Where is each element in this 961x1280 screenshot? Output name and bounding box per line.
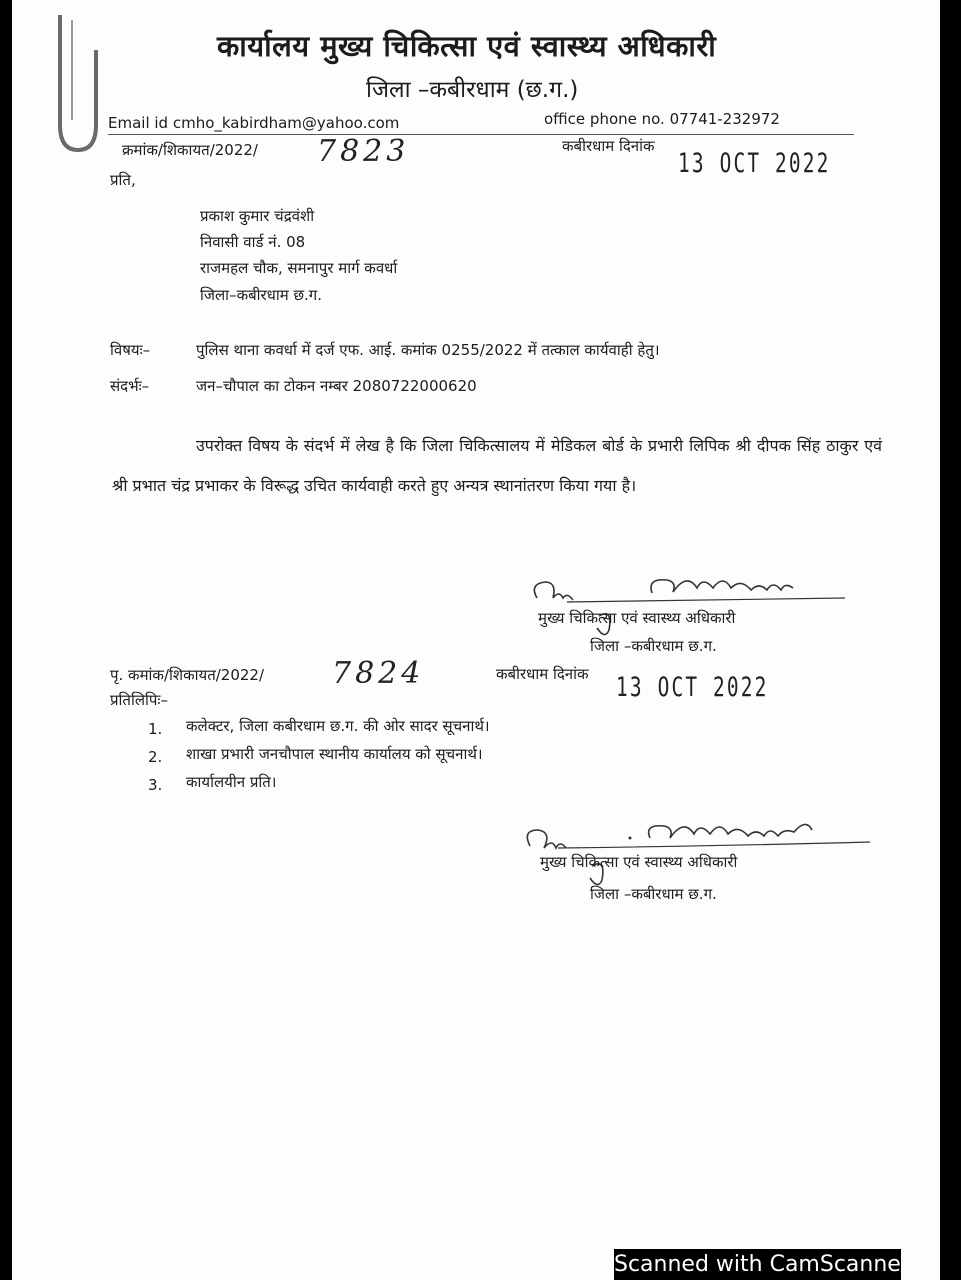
- date-stamp: 13 OCT 2022: [678, 148, 831, 179]
- office-title: कार्यालय मुख्य चिकित्सा एवं स्वास्थ्य अधिकारी: [217, 29, 717, 63]
- camscanner-watermark: Scanned with CamScanner: [614, 1249, 901, 1280]
- signature-2-designation: मुख्य चिकित्सा एवं स्वास्थ्य अधिकारी: [540, 853, 738, 871]
- body-paragraph: [112, 426, 882, 506]
- paper-clip-mark: [52, 10, 102, 160]
- subject-label: विषयः–: [110, 341, 151, 359]
- letter-page: [12, 0, 940, 1280]
- signature-1-designation: मुख्य चिकित्सा एवं स्वास्थ्य अधिकारी: [538, 609, 736, 627]
- reference-text: जन–चौपाल का टोकन नम्बर 2080722000620: [196, 377, 477, 395]
- office-email: Email id cmho_kabirdham@yahoo.com: [108, 114, 400, 132]
- copy-item-number: 3.: [148, 776, 163, 794]
- copy-label: प्रतिलिपिः–: [110, 691, 168, 709]
- copy-date-stamp: 13 OCT 2022: [616, 672, 769, 703]
- copy-ref-number-handwritten: 7824: [332, 656, 425, 691]
- copy-item-text: शाखा प्रभारी जनचौपाल स्थानीय कार्यालय को सूचनार्थ।: [186, 745, 483, 763]
- copy-item-number: 1.: [148, 720, 163, 738]
- copy-ref-label: पृ. कमांक/शिकायत/2022/: [110, 666, 265, 684]
- copy-item-text: कार्यालयीन प्रति।: [186, 773, 277, 791]
- header-rule: [108, 134, 854, 135]
- to-label: प्रति,: [110, 171, 136, 189]
- signature-2-district: जिला –कबीरधाम छ.ग.: [590, 885, 717, 903]
- reference-label: संदर्भः–: [110, 377, 150, 395]
- subject-text: पुलिस थाना कवर्धा में दर्ज एफ. आई. कमांक 0255/2022 में तत्काल कार्यवाही हेतु।: [196, 341, 660, 359]
- office-district: जिला –कबीरधाम (छ.ग.): [366, 77, 579, 103]
- copy-item-number: 2.: [148, 748, 163, 766]
- recipient-line: प्रकाश कुमार चंद्रवंशी: [200, 207, 315, 225]
- place-date-label: कबीरधाम दिनांक: [562, 137, 655, 155]
- office-phone: office phone no. 07741-232972: [544, 110, 780, 128]
- recipient-line: राजमहल चौक, समनापुर मार्ग कवर्धा: [200, 259, 398, 277]
- copy-place-date-label: कबीरधाम दिनांक: [496, 665, 589, 683]
- ref-number-handwritten: 7823: [317, 134, 410, 169]
- recipient-line: निवासी वार्ड नं. 08: [200, 233, 306, 251]
- recipient-line: जिला–कबीरधाम छ.ग.: [200, 286, 323, 304]
- ref-label: क्रमांक/शिकायत/2022/: [122, 141, 258, 159]
- signature-1-district: जिला –कबीरधाम छ.ग.: [590, 637, 717, 655]
- body-paragraph-text: उपरोक्त विषय के संदर्भ में लेख है कि जिला चिकित्सालय में मेडिकल बोर्ड के प्रभारी लिपिक श्री दीपक सिंह ठाकुर एवं श्री प्रभात चंद्र प्रभाकर के विरूद्ध उचित कार्यवाही करते हुए अन्यत्र स्थानांतरण किया गया है।: [112, 436, 882, 495]
- copy-item-text: कलेक्टर, जिला कबीरधाम छ.ग. की ओर सादर सूचनार्थ।: [186, 717, 490, 735]
